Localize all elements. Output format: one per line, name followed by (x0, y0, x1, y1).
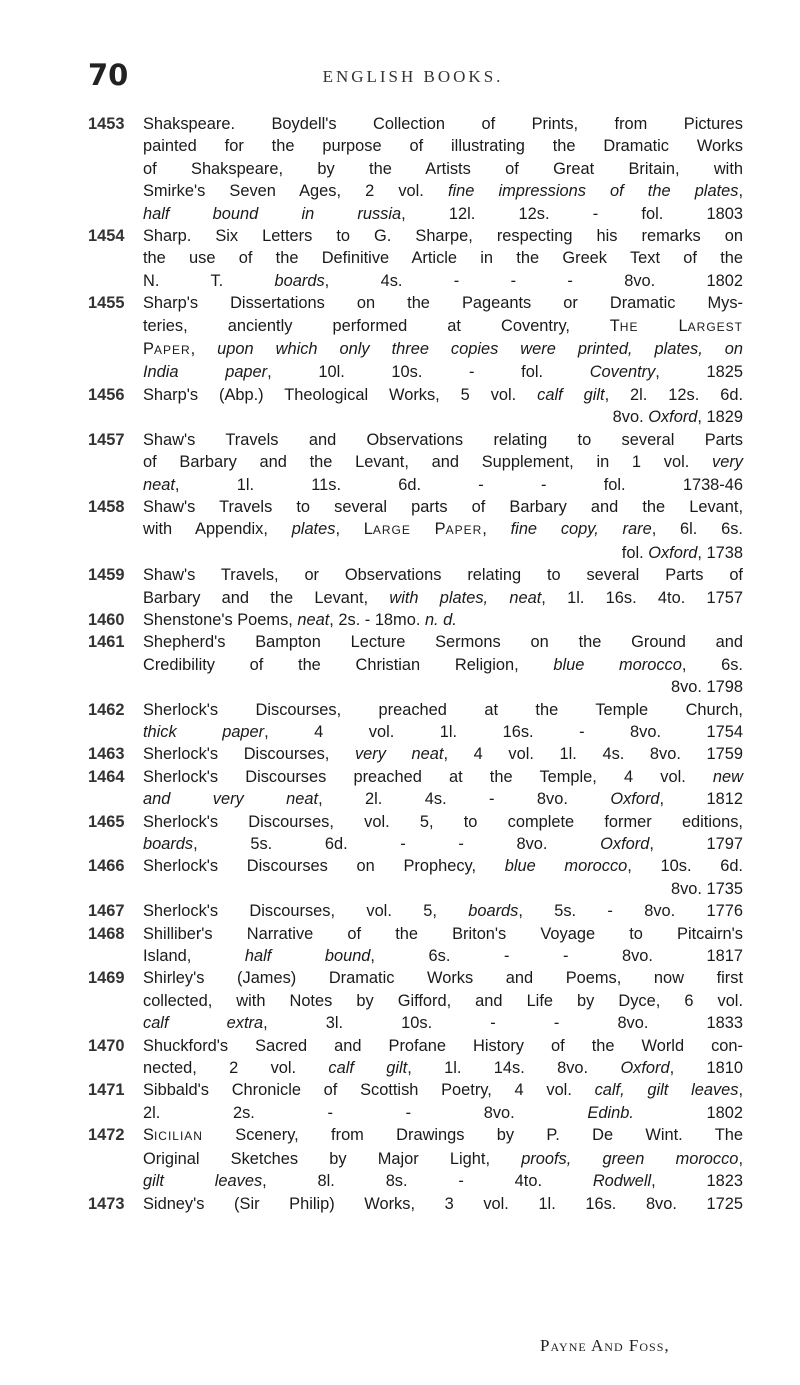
lot-number: 1462 (88, 700, 125, 719)
entry-line: with Appendix, plates, LARGE PAPER, fine copy, rare, 6l. 6s. (143, 520, 743, 539)
entry-line: Smirke's Seven Ages, 2 vol. fine impressions of the plates, (143, 182, 743, 201)
entry-line: Shaw's Travels and Observations relating to several Parts (143, 430, 743, 449)
catalogue-entry (88, 631, 743, 698)
lot-number: 1466 (88, 857, 125, 876)
catalogue-entry (88, 766, 743, 811)
entry-line: Sherlock's Discourses preached at the Temple, 4 vol. new (143, 767, 743, 786)
entry-line: Sherlock's Discourses, preached at the Temple Church, (143, 700, 743, 719)
lot-number: 1455 (88, 294, 125, 313)
catalogue-entries (88, 113, 743, 1215)
running-head: ENGLISH BOOKS. (322, 67, 504, 86)
catalogue-entry (88, 811, 743, 856)
lot-number: 1460 (88, 610, 125, 629)
lot-number: 1472 (88, 1126, 125, 1145)
catalogue-entry (88, 496, 743, 564)
entry-line: Sharp's (Abp.) Theological Works, 5 vol. calf gilt, 2l. 12s. 6d. (143, 385, 743, 404)
entry-line: of Barbary and the Levant, and Supplement, in 1 vol. very (143, 453, 743, 472)
catalogue-entry (88, 225, 743, 292)
entry-line: fol. Oxford, 1738 (621, 543, 743, 562)
entry-line: gilt leaves, 8l. 8s. - 4to. Rodwell, 1823 (143, 1172, 744, 1191)
catalogue-entry (88, 429, 743, 496)
lot-number: 1461 (88, 633, 125, 652)
entry-line: half bound in russia, 12l. 12s. - fol. 1803 (143, 204, 743, 223)
entry-line: 8vo. 1798 (671, 678, 743, 697)
lot-number: 1471 (88, 1081, 125, 1100)
lot-number: 1470 (88, 1036, 125, 1055)
entry-line: teries, anciently performed at Coventry, THE LARGEST (143, 316, 744, 335)
entry-line: Shilliber's Narrative of the Briton's Voyage to Pitcairn's (143, 924, 743, 943)
entry-line: nected, 2 vol. calf gilt, 1l. 14s. 8vo. Oxford, 1810 (143, 1059, 743, 1078)
entry-line: Sibbald's Chronicle of Scottish Poetry, 4 vol. calf, gilt leaves, (143, 1081, 744, 1100)
entry-line: 8vo. Oxford, 1829 (612, 408, 743, 427)
lot-number: 1463 (88, 745, 125, 764)
catalogue-entry (88, 699, 743, 744)
entry-line: PAPER, upon which only three copies were printed, plates, on (143, 340, 743, 359)
catalogue-entry (88, 743, 743, 765)
lot-number: 1459 (88, 566, 125, 585)
entry-line: Sherlock's Discourses, vol. 5, to complete former editions, (143, 812, 743, 831)
entry-line: Sherlock's Discourses, vol. 5, boards, 5s. - 8vo. 1776 (143, 902, 743, 921)
catalogue-entry (88, 292, 743, 384)
page-number: 70 (88, 58, 129, 92)
lot-number: 1468 (88, 924, 125, 943)
entry-line: 8vo. 1735 (671, 879, 743, 898)
catalogue-entry (88, 384, 743, 429)
lot-number: 1454 (88, 227, 125, 246)
lot-number: 1473 (88, 1194, 125, 1213)
entry-line: Shirley's (James) Dramatic Works and Poems, now first (143, 969, 743, 988)
lot-number: 1457 (88, 430, 125, 449)
catalogue-entry (88, 1124, 743, 1192)
entry-line: Sherlock's Discourses on Prophecy, blue morocco, 10s. 6d. (143, 857, 743, 876)
lot-number: 1458 (88, 497, 125, 516)
entry-line: thick paper, 4 vol. 1l. 16s. - 8vo. 1754 (143, 722, 743, 741)
entry-line: N. T. boards, 4s. - - - 8vo. 1802 (143, 271, 744, 290)
entry-line: Island, half bound, 6s. - - 8vo. 1817 (143, 947, 743, 966)
entry-line: Shepherd's Bampton Lecture Sermons on the Ground and (143, 633, 743, 652)
entry-line: and very neat, 2l. 4s. - 8vo. Oxford, 1812 (143, 790, 743, 809)
entry-line: Shenstone's Poems, neat, 2s. - 18mo. n. d. (143, 610, 457, 629)
catalogue-entry (88, 113, 743, 225)
page-header (88, 58, 738, 98)
entry-line: Sharp. Six Letters to G. Sharpe, respecting his remarks on (143, 227, 743, 246)
entry-line: calf extra, 3l. 10s. - - 8vo. 1833 (143, 1014, 744, 1033)
catalogue-entry (88, 900, 743, 922)
entry-line: collected, with Notes by Gifford, and Life by Dyce, 6 vol. (143, 991, 743, 1010)
lot-number: 1456 (88, 385, 125, 404)
lot-number: 1469 (88, 969, 125, 988)
lot-number: 1464 (88, 767, 125, 786)
entry-line: painted for the purpose of illustrating the Dramatic Works (143, 137, 743, 156)
lot-number: 1467 (88, 902, 125, 921)
catalogue-entry (88, 855, 743, 900)
catalogue-entry (88, 1193, 743, 1215)
catalogue-entry (88, 967, 743, 1034)
entry-line: boards, 5s. 6d. - - 8vo. Oxford, 1797 (143, 835, 743, 853)
catalogue-entry (88, 564, 743, 609)
catchword: PAYNE AND FOSS, (540, 1336, 670, 1355)
catalogue-entry (88, 923, 743, 968)
catalogue-entry (88, 1079, 743, 1124)
entry-line: 2l. 2s. - - 8vo. Edinb. 1802 (143, 1103, 743, 1122)
entry-line: India paper, 10l. 10s. - fol. Coventry, 1825 (143, 363, 743, 382)
entry-line: Credibility of the Christian Religion, blue morocco, 6s. (143, 655, 743, 674)
catalogue-entry (88, 1035, 743, 1080)
lot-number: 1453 (88, 115, 125, 133)
entry-line: Barbary and the Levant, with plates, neat, 1l. 16s. 4to. 1757 (143, 588, 743, 607)
entry-line: Sherlock's Discourses, very neat, 4 vol. 1l. 4s. 8vo. 1759 (143, 745, 744, 764)
entry-line: the use of the Definitive Article in the Greek Text of the (143, 249, 743, 268)
entry-line: Shaw's Travels to several parts of Barbary and the Levant, (143, 497, 743, 516)
entry-line: of Shakspeare, by the Artists of Great Britain, with (143, 159, 743, 178)
entry-line: Sharp's Dissertations on the Pageants or Dramatic Mys- (143, 294, 743, 313)
entry-line: Shakspeare. Boydell's Collection of Prints, from Pictures (143, 115, 743, 133)
entry-line: neat, 1l. 11s. 6d. - - fol. 1738-46 (143, 475, 743, 494)
entry-line: Shaw's Travels, or Observations relating to several Parts of (143, 566, 743, 585)
entry-line: Original Sketches by Major Light, proofs, green morocco, (143, 1149, 743, 1168)
entry-line: Sidney's (Sir Philip) Works, 3 vol. 1l. 16s. 8vo. 1725 (143, 1194, 743, 1213)
entry-line: Shuckford's Sacred and Profane History of the World con- (143, 1036, 743, 1055)
entry-line: SICILIAN Scenery, from Drawings by P. De Wint. The (143, 1126, 743, 1145)
catalogue-entry (88, 609, 743, 631)
lot-number: 1465 (88, 812, 125, 831)
